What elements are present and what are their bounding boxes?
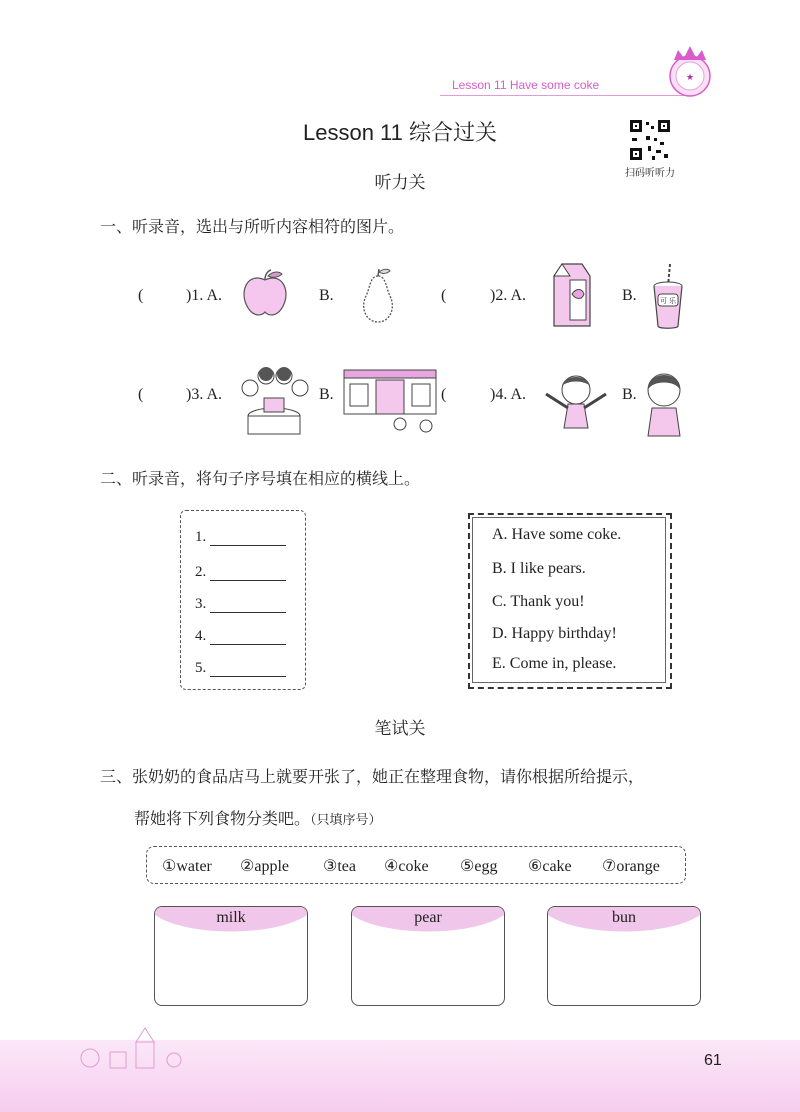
blank-row-3[interactable]: 3. bbox=[195, 596, 286, 613]
word-bank-item: ④coke bbox=[384, 858, 429, 875]
running-header: Lesson 11 Have some coke bbox=[452, 78, 600, 92]
category-label: milk bbox=[216, 909, 246, 926]
svg-text:可 乐: 可 乐 bbox=[659, 297, 677, 305]
question-1-heading: 一、听录音，选出与所听内容相符的图片。 bbox=[100, 217, 405, 236]
word-bank-item: ①water bbox=[162, 858, 212, 875]
blank-row-1[interactable]: 1. bbox=[195, 529, 286, 546]
coke-cup-icon[interactable] bbox=[648, 262, 688, 332]
category-box-milk[interactable] bbox=[154, 906, 308, 1006]
page-title: Lesson 11 综合过关 bbox=[302, 120, 497, 145]
sentence-e: E. Come in, please. bbox=[492, 655, 617, 672]
item-number: )1. A. bbox=[186, 287, 222, 304]
word-bank-item: ⑤egg bbox=[460, 858, 498, 875]
qr-caption: 扫码听听力 bbox=[625, 168, 675, 179]
header-rule bbox=[440, 95, 690, 96]
milk-carton-icon[interactable] bbox=[548, 260, 596, 330]
qr-code-icon[interactable] bbox=[628, 118, 672, 162]
page-number: 61 bbox=[704, 1052, 722, 1069]
svg-text:★: ★ bbox=[685, 73, 695, 83]
question-3-heading: 三、张奶奶的食品店马上就要开张了，她正在整理食物，请你根据所给提示， bbox=[100, 767, 645, 786]
option-b-label: B. bbox=[622, 386, 637, 403]
blank-row-2[interactable]: 2. bbox=[195, 564, 286, 581]
blank-row-5[interactable]: 5. bbox=[195, 660, 286, 677]
section-title-writing: 笔试关 bbox=[374, 719, 426, 739]
category-label: pear bbox=[414, 909, 442, 926]
category-box-bun[interactable] bbox=[547, 906, 701, 1006]
item-number: )3. A. bbox=[186, 386, 222, 403]
item-number: )4. A. bbox=[490, 386, 526, 403]
question-3-heading-line2: 帮她将下列食物分类吧。（只填序号） bbox=[134, 809, 382, 828]
girl-shy-icon[interactable] bbox=[640, 368, 688, 438]
answer-paren: ( bbox=[441, 386, 447, 403]
question-3-note: （只填序号） bbox=[310, 813, 382, 828]
word-bank-item: ⑥cake bbox=[528, 858, 572, 875]
option-b-label: B. bbox=[622, 287, 637, 304]
sentence-b: B. I like pears. bbox=[492, 560, 586, 577]
question-2-heading: 二、听录音，将句子序号填在相应的横线上。 bbox=[100, 469, 421, 488]
item-number: )2. A. bbox=[490, 287, 526, 304]
category-box-pear[interactable] bbox=[351, 906, 505, 1006]
option-b-label: B. bbox=[319, 386, 334, 403]
sentence-c: C. Thank you! bbox=[492, 593, 585, 610]
house-door-icon[interactable] bbox=[340, 366, 440, 438]
section-title-listening: 听力关 bbox=[374, 173, 426, 193]
word-bank-item: ⑦orange bbox=[602, 858, 660, 875]
word-bank-item: ③tea bbox=[323, 858, 356, 875]
birthday-party-icon[interactable] bbox=[236, 362, 312, 440]
castle-decoration-icon bbox=[70, 1024, 200, 1070]
answer-paren: ( bbox=[138, 386, 144, 403]
option-b-label: B. bbox=[319, 287, 334, 304]
sentence-d: D. Happy birthday! bbox=[492, 625, 617, 642]
answer-paren: ( bbox=[441, 287, 447, 304]
pear-icon[interactable] bbox=[356, 266, 400, 324]
sentence-a: A. Have some coke. bbox=[492, 526, 622, 543]
category-label: bun bbox=[612, 909, 636, 926]
answer-paren: ( bbox=[138, 287, 144, 304]
boy-waving-icon[interactable] bbox=[538, 370, 614, 430]
apple-icon[interactable] bbox=[238, 268, 292, 320]
word-bank-item: ②apple bbox=[240, 858, 289, 875]
crown-badge-icon bbox=[660, 40, 720, 100]
blank-row-4[interactable]: 4. bbox=[195, 628, 286, 645]
